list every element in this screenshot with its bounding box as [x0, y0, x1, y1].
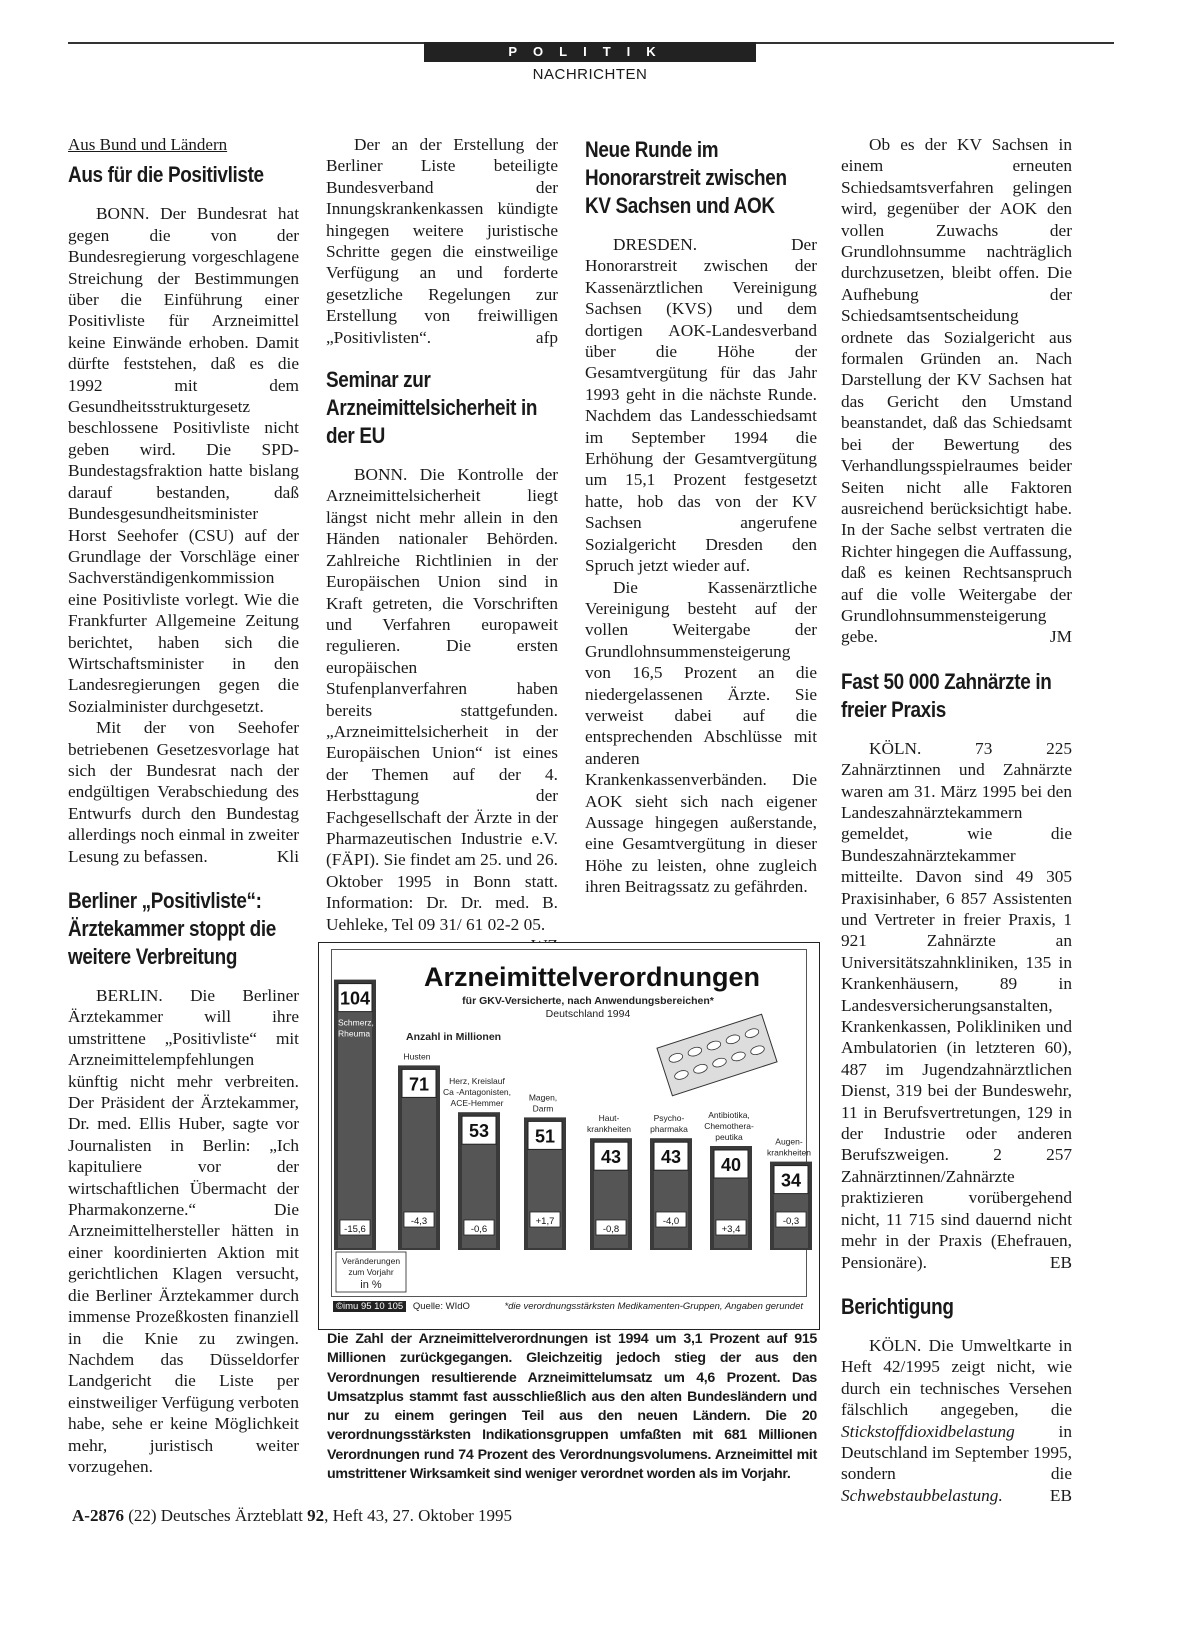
- chart-area: [331, 949, 811, 1297]
- article-paragraph: Die Kassenärztliche Vereinigung besteht auf der vollen Weitergabe der Grundlohnsummensteigerung von 16,5 Prozent an die niedergelassenen Ärzte. Sie verweist dabei auf die entsprechenden Abschlüsse mit anderen Krankenkassenverbänden. Die AOK sieht sich nach eigener Aussage hingegen außerstande, eine Gesamtvergütung in dieser Höhe zu leisten, ohne zugleich ihren Beitragssatz zu gefährden.: [585, 577, 817, 897]
- bar-value-label: 40: [720, 1155, 742, 1175]
- bar-value-label: 51: [534, 1126, 556, 1147]
- change-label: -0,3: [782, 1216, 800, 1227]
- change-legend-line: zum Vorjahr: [348, 1267, 394, 1277]
- chart-source: Quelle: WIdO: [412, 1301, 470, 1312]
- category-label: Haut-: [598, 1113, 620, 1124]
- chart-region-year: Deutschland 1994: [545, 1008, 631, 1020]
- subsection-label: NACHRICHTEN: [532, 66, 648, 83]
- category-label: pharmaka: [650, 1124, 688, 1135]
- article-paragraph: Mit der von Seehofer betriebenen Gesetzesvorlage hat sich der Bundesrat nach der endgültigen Verabschiedung des Entwurfs durch den Bundestag allerdings noch einmal in zweiter Lesung zu befassen. Kli: [68, 718, 299, 866]
- article-paragraph: BONN. Die Kontrolle der Arzneimittelsicherheit liegt längst nicht mehr allein in den Händen nationaler Behörden. Zahlreiche Richtlinien in der Europäischen Union sind in Kraft getreten, die Vorschriften und Verfahren europaweit regulieren. Die ersten europäischen Stufenplanverfahren haben bereits stattgefunden. „Arzneimittelsicherheit in der Europäischen Union“ ist eines der Themen auf der 4. Herbsttagung der Fachgesellschaft der Ärzte in der Pharmazeutischen Industrie e.V. (FÄPI). Sie findet am 25. und 26. Oktober 1995 in Bonn statt. Information: Dr. Dr. med. B. Uehleke, Tel 09 31/ 61 02-2 05.: [326, 464, 558, 935]
- category-label: Ca -Antagonisten,: [442, 1087, 512, 1098]
- headline-zahnaerzte: Fast 50 000 Zahnärzte in freier Praxis: [841, 668, 1052, 722]
- chart-box: [318, 942, 820, 1330]
- chart-caption: Die Zahl der Arzneimittelverordnungen ist 1994 um 3,1 Prozent auf 915 Millionen zurückgegangen. Gleichzeitig jedoch stieg der aus den Verordnungen resultierende Arzneimittelumsatz um 4,6 Prozent. Das Umsatzplus stammt fast ausschließlich aus den alten Bundesländern und nur zu einem geringen Teil aus den neuen Ländern. Die 20 verordnungsstärksten Indikationsgruppen umfaßten mit 681 Millionen Verordnungen rund 74 Prozent des Verordnungsvolumens. Arzneimittel mit umstrittener Wirksamkeit sind weniger verordnet worden als im Vorjahr.: [327, 1331, 817, 1483]
- headline-berliner-positivliste: Berliner „Positivliste“: Ärztekammer stoppt die weitere Verbreitung: [68, 888, 276, 969]
- category-label: Psycho-: [653, 1113, 685, 1124]
- chart-credit: [333, 1299, 803, 1315]
- column-4: [841, 134, 1072, 1506]
- column-3: [585, 136, 817, 898]
- category-label: Darm: [532, 1103, 554, 1114]
- category-label: Schmerz,: [338, 1017, 374, 1028]
- chart-footnote: *die verordnungsstärksten Medikamenten-Gruppen, Angaben gerundet: [504, 1301, 803, 1312]
- change-label: -0,8: [602, 1224, 620, 1235]
- category-label: Chemothera-: [704, 1121, 754, 1131]
- headline-honorarstreit: Neue Runde im Honorarstreit zwischen KV Sachsen und AOK: [585, 137, 787, 218]
- column-2: [326, 134, 558, 956]
- category-label: krankheiten: [767, 1147, 811, 1158]
- footer-issue: , Heft 43, 27. Oktober 1995: [324, 1506, 513, 1525]
- column-1: [68, 134, 299, 1477]
- bar-value-label: 34: [780, 1170, 802, 1191]
- kicker: Aus Bund und Ländern: [68, 135, 228, 154]
- bar-value-label: 43: [660, 1147, 682, 1168]
- change-legend-line: Veränderungen: [341, 1256, 401, 1266]
- article-paragraph: KÖLN. 73 225 Zahnärztinnen und Zahnärzte waren am 31. März 1995 bei den Landeszahnärztekammern gemeldet, wie die Bundeszahnärztekammer mitteilte. Davon sind 49 305 Praxisinhaber, 6 857 Assistenten und Vertreter in freier Praxis, 1 921 Zahnärzte an Universitätszahnkliniken, 135 in Krankenhäusern, 89 in Landesversicherungsanstalten, Krankenkassen, Polikliniken und Ambulatorien (in letzteren 60), 487 im Jugendzahnärztlichen Dienst, 319 bei der Bundeswehr, 11 in Berufsvertretungen, 129 in der Industrie oder anderen Berufszweigen. 2 257 Zahnärztinnen/Zahnärzte praktizieren vorübergehend nicht, 11 715 sind dauernd nicht mehr in der Praxis (Ehefrauen, Pensionäre). EB: [841, 738, 1072, 1272]
- article-paragraph: KÖLN. Die Umweltkarte in Heft 42/1995 zeigt nicht, wie durch ein technisches Versehen fälschlich angegeben, die Stickstoffdioxidbelastung in Deutschland im September 1995, sondern die Schwebstaubbelastung. EB: [841, 1335, 1072, 1505]
- change-label: -0,6: [470, 1224, 488, 1235]
- headline-seminar: Seminar zur Arzneimittelsicherheit in der EU: [326, 367, 538, 449]
- category-label: ACE-Hemmer: [450, 1098, 504, 1109]
- category-label: Husten: [403, 1051, 431, 1062]
- category-label: krankheiten: [587, 1124, 631, 1135]
- article-paragraph: BONN. Der Bundesrat hat gegen die von der Bundesregierung vorgeschlagene Streichung der Bestimmungen über die Einführung einer Positivliste für Arzneimittel keine Einwände erhoben. Damit dürfte feststehen, daß es die 1992 mit dem Gesundheitsstrukturgesetz beschlossene Positivliste nicht geben wird. Die SPD-Bundestagsfraktion hatte bislang darauf bestanden, daß Bundesgesundheitsminister Horst Seehofer (CSU) auf der Grundlage der Vorschläge einer Sachverständigenkommission eine Positivliste vorlegt. Wie die Frankfurter Allgemeine Zeitung berichtet, haben sich die Wirtschaftsminister in den Landesregierungen gegen die Sozialminister durchgesetzt.: [68, 204, 299, 716]
- chart-subtitle: für GKV-Versicherte, nach Anwendungsbereichen*: [462, 995, 714, 1007]
- headline-positivliste: Aus für die Positivliste: [68, 162, 264, 188]
- article-paragraph: DRESDEN. Der Honorarstreit zwischen der Kassenärztlichen Vereinigung Sachsen (KVS) und dem dortigen AOK-Landesverband über die Höhe der Gesamtvergütung für das Jahr 1993 geht in die nächste Runde. Nachdem das Landesschiedsamt im September 1994 die Erhöhung der Gesamtvergütung um 15,1 Prozent festgesetzt hatte, hob das von der KV Sachsen angerufene Sozialgericht Dresden den Spruch jetzt wieder auf.: [585, 235, 817, 576]
- bar-value-label: 53: [468, 1121, 490, 1142]
- bar-chart: [332, 950, 811, 1296]
- page-footer: [72, 1506, 512, 1526]
- section-label: POLITIK: [424, 42, 756, 62]
- author-initials: JM: [1049, 627, 1072, 647]
- bar-value-label: 104: [339, 988, 371, 1009]
- category-label: Rheuma: [338, 1028, 371, 1039]
- author-initials: afp: [535, 327, 558, 347]
- footer-volume: 92: [307, 1506, 325, 1525]
- author-initials: EB: [1049, 1252, 1072, 1272]
- category-label: Antibiotika,: [708, 1110, 750, 1120]
- change-label: -15,6: [344, 1224, 366, 1235]
- change-label: +3,4: [721, 1224, 741, 1235]
- bar-value-label: 43: [600, 1147, 622, 1168]
- page-number: A-2876: [72, 1506, 124, 1525]
- change-legend-line: in %: [360, 1279, 382, 1291]
- category-label: Magen,: [528, 1092, 558, 1103]
- category-label: Augen-: [775, 1136, 803, 1147]
- article-paragraph: Ob es der KV Sachsen in einem erneuten Schiedsamtsverfahren gelingen wird, gegenüber der AOK den vollen Zuwachs der Grundlohnsumme nachträglich durchzusetzen, bleibt offen. Die Aufhebung der Schiedsamtsentscheidung ordnete das Sozialgericht aus formalen Gründen an. Nach Darstellung der KV Sachsen hat das Gericht den Umstand beanstandet, daß das Schiedsamt bei der Bewertung des Verhandlungsspielraumes beider Seiten nicht alle Faktoren ausreichend berücksichtigt habe. In der Sache selbst vertraten die Richter hingegen die Auffassung, daß es keinen Rechtsanspruch auf die volle Weitergabe der Grundlohnsummensteigerung gebe. JM: [841, 135, 1073, 647]
- article-paragraph: BERLIN. Die Berliner Ärztekammer will ihre umstrittene „Positivliste“ mit Arzneimittelempfehlungen künftig nicht mehr verbreiten. Der Präsident der Ärztekammer, Dr. med. Ellis Huber, sagte vor Journalisten in Berlin: „Ich kapituliere vor der wirtschaftlichen Übermacht der Pharmakonzerne.“ Die Arzneimittelhersteller hätten in einer koordinierten Aktion mit gerichtlichen Klagen versucht, die Berliner Ärztekammer durch immense Prozeßkosten finanziell in die Knie zu zwingen. Nachdem das Düsseldorfer Landgericht die Liste per einstweiliger Verfügung verboten habe, sehe er keine Möglichkeit mehr, juristisch weiter vorzugehen.: [68, 986, 299, 1476]
- headline-berichtigung: Berichtigung: [841, 1293, 954, 1319]
- article-paragraph: Der an der Erstellung der Berliner Liste beteiligte Bundesverband der Innungskrankenkassen kündigte hingegen weitere juristische Schritte gegen die einstweilige Verfügung an und forderte gesetzliche Regelungen zur Erstellung von freiwilligen „Positivlisten“. afp: [326, 135, 558, 347]
- author-initials: Kli: [276, 846, 299, 866]
- author-initials: EB: [1049, 1485, 1072, 1505]
- category-label: peutika: [715, 1132, 743, 1142]
- chart-title: Arzneimittelverordnungen: [423, 962, 761, 992]
- change-label: -4,3: [410, 1216, 428, 1227]
- category-label: Herz, Kreislauf: [449, 1076, 505, 1087]
- imu-credit: ©imu 95 10 105: [333, 1301, 406, 1312]
- change-label: +1,7: [535, 1216, 555, 1227]
- footer-publication: (22) Deutsches Ärzteblatt: [128, 1506, 303, 1525]
- bar-value-label: 71: [408, 1074, 430, 1095]
- change-label: -4,0: [662, 1216, 680, 1227]
- chart-unit-label: Anzahl in Millionen: [406, 1031, 502, 1043]
